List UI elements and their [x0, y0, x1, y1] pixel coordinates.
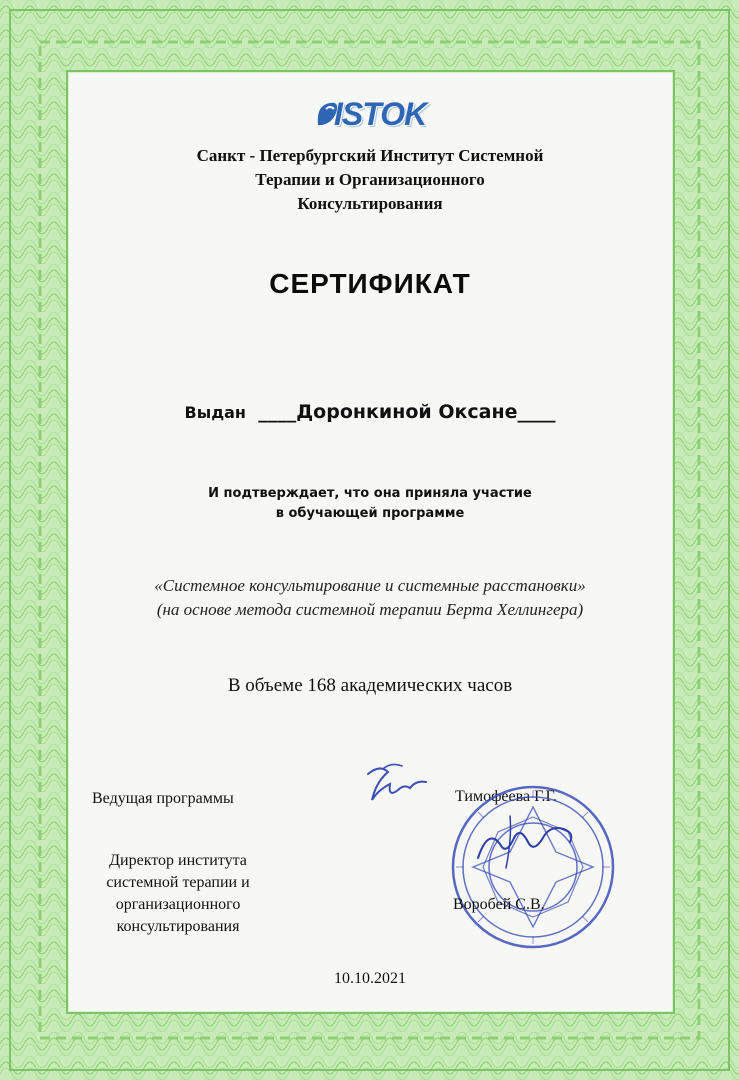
- confirmation-line-1: И подтверждает, что она приняла участие: [208, 486, 532, 501]
- course-hours: В объеме 168 академических часов: [227, 675, 513, 696]
- director-label-line-1: Директор института: [109, 852, 247, 869]
- certificate-title: СЕРТИФИКАТ: [269, 268, 471, 299]
- institute-line-1: Санкт - Петербургский Институт Системной: [196, 146, 544, 165]
- logo-wordmark: ISTOK: [334, 96, 427, 132]
- institute-logo: [312, 95, 434, 133]
- issued-to: [120, 398, 620, 427]
- director-label: [88, 850, 268, 938]
- lead-label: Ведущая программы: [92, 790, 234, 807]
- institute-line-2: Терапии и Организационного: [255, 170, 485, 189]
- recipient-name: ____Доронкиной Оксане____: [258, 401, 556, 423]
- confirmation-line-2: в обучающей программе: [275, 506, 465, 521]
- issued-label: Выдан: [184, 403, 246, 422]
- institute-name: [120, 144, 620, 216]
- director-label-line-4: консультирования: [116, 918, 240, 935]
- director-label-line-2: системной терапии и: [106, 874, 250, 891]
- program-title: [90, 574, 650, 622]
- program-line-2: (на основе метода системной терапии Берта Хеллингера): [156, 600, 584, 619]
- program-line-1: «Системное консультирование и системные расстановки»: [154, 576, 586, 595]
- director-signature-icon: [470, 808, 580, 878]
- director-label-line-3: организационного: [115, 896, 241, 913]
- confirmation-text: [120, 484, 620, 524]
- lead-name: Тимофеева Г.Г.: [455, 788, 557, 805]
- lead-signature-icon: [358, 760, 438, 816]
- institute-line-3: Консультирования: [297, 194, 443, 213]
- director-name: Воробей С.В.: [453, 896, 545, 913]
- issue-date: 10.10.2021: [334, 970, 406, 987]
